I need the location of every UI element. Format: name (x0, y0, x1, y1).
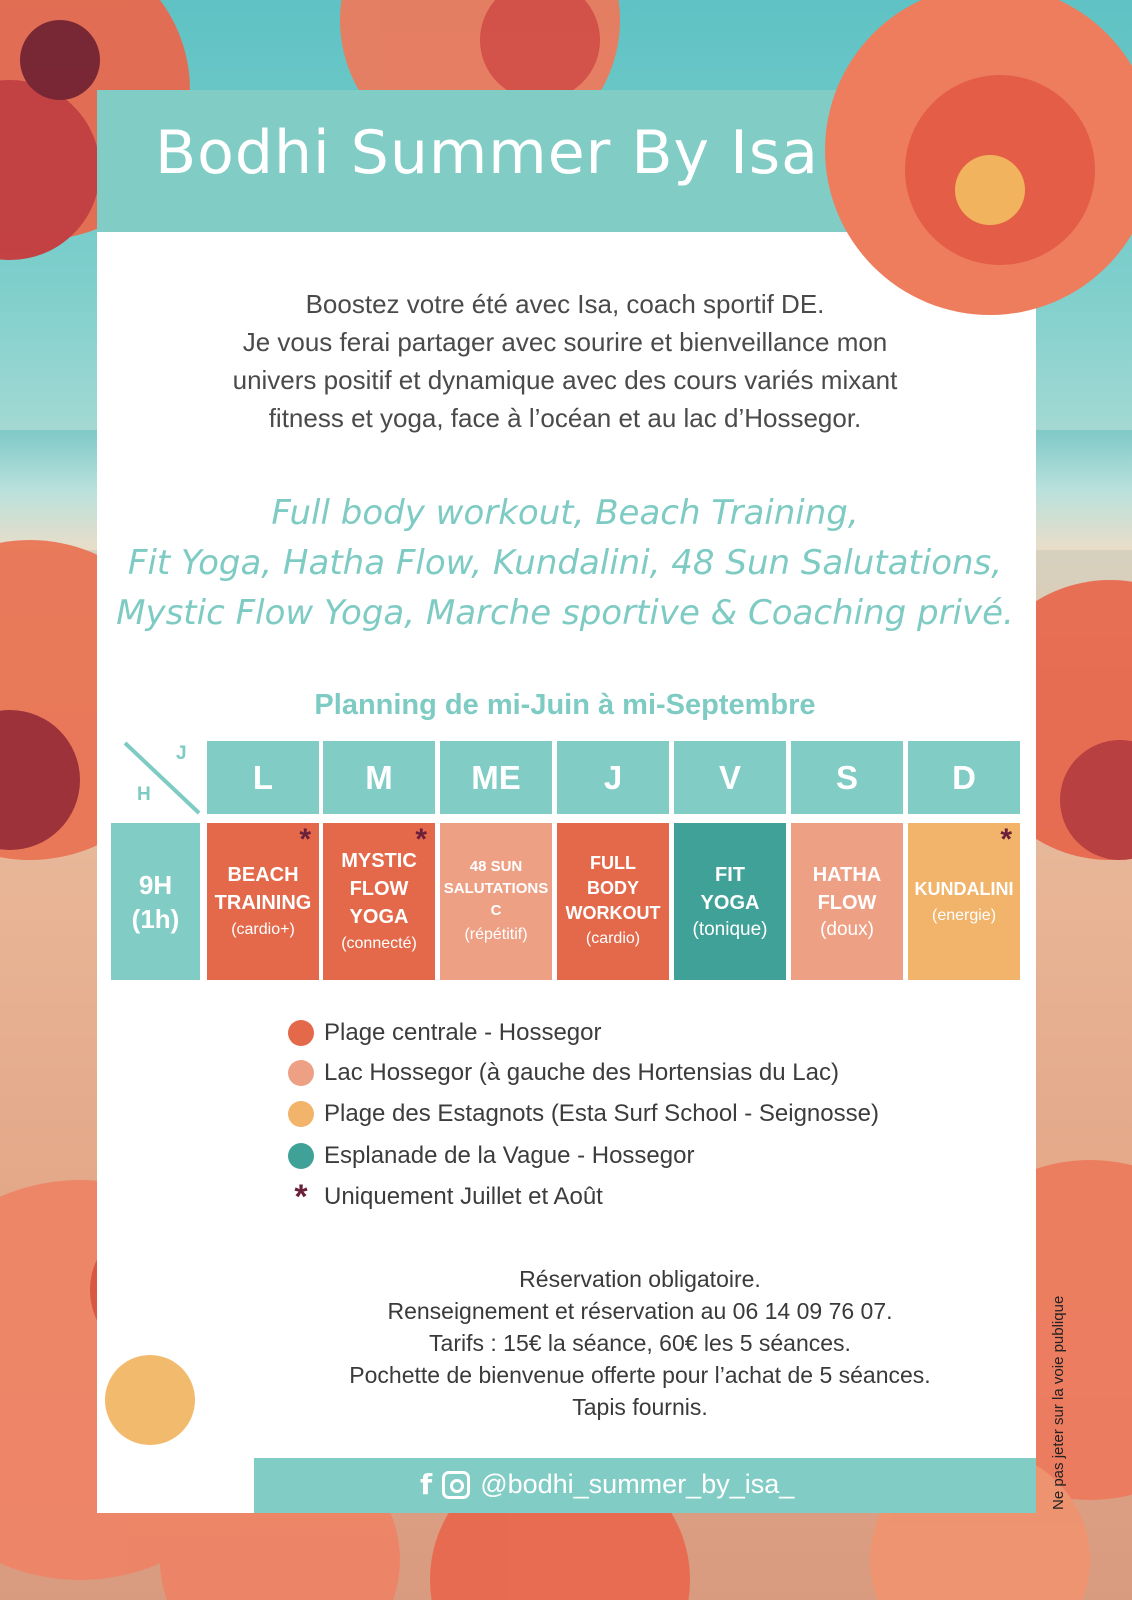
session-cell (674, 823, 786, 980)
course-list (110, 488, 1020, 638)
session-cell (440, 823, 552, 980)
legend-label: Esplanade de la Vague - Hossegor (324, 1142, 695, 1169)
planning-title: Planning de mi-Juin à mi-Septembre (314, 689, 816, 721)
session-name: HATHA (812, 863, 882, 886)
july-august-marker: * (415, 823, 427, 856)
day-header: V (674, 741, 786, 814)
hour-axis-label: H (137, 784, 151, 805)
instagram-icon[interactable] (442, 1471, 470, 1499)
info-line: Tapis fournis. (572, 1394, 708, 1420)
session-note: (doux) (820, 918, 874, 940)
session-name: SALUTATIONS (443, 879, 549, 897)
legend-label: Plage des Estagnots (Esta Surf School - Seignosse) (324, 1100, 879, 1127)
location-dot-icon (288, 1060, 314, 1086)
session-name: FLOW (817, 891, 877, 914)
hour-time: 9H (138, 869, 173, 900)
info-line: Réservation obligatoire. (519, 1266, 761, 1292)
session-name: FLOW (349, 877, 409, 900)
asterisk-icon: * (294, 1178, 308, 1216)
course-line: Mystic Flow Yoga, Marche sportive & Coaching privé. (116, 593, 1014, 633)
location-dot-icon (288, 1143, 314, 1169)
session-note: (energie) (931, 906, 997, 924)
session-name: BODY (586, 878, 639, 898)
intro-line: univers positif et dynamique avec des cours variés mixant (232, 365, 898, 395)
booking-info (270, 1263, 1010, 1423)
day-axis-label: J (176, 743, 187, 764)
disclaimer: Ne pas jeter sur la voie publique (1050, 1295, 1067, 1510)
day-header: D (908, 741, 1020, 814)
session-cell (557, 823, 669, 980)
session-note: (répétitif) (464, 925, 528, 943)
session-name: MYSTIC (341, 849, 417, 872)
location-dot-icon (288, 1020, 314, 1046)
legend-label: Plage centrale - Hossegor (324, 1019, 602, 1046)
session-note: (tonique) (692, 918, 768, 940)
info-line: Pochette de bienvenue offerte pour l’achat de 5 séances. (349, 1362, 931, 1388)
session-name: WORKOUT (565, 903, 661, 923)
day-header: L (207, 741, 319, 814)
day-header: S (791, 741, 903, 814)
session-name: FIT (715, 863, 745, 886)
legend-item (288, 1018, 601, 1048)
intro-text (130, 285, 1000, 437)
legend-item (288, 1178, 603, 1216)
legend-item (288, 1099, 879, 1129)
intro-line: Je vous ferai partager avec sourire et bienveillance mon (242, 327, 888, 357)
table-corner (111, 741, 201, 815)
session-name: BEACH (227, 863, 299, 886)
hour-cell (111, 823, 200, 980)
legend-label: Lac Hossegor (à gauche des Hortensias du Lac) (324, 1059, 839, 1086)
intro-line: fitness et yoga, face à l’océan et au lac d’Hossegor. (268, 403, 862, 433)
social-handle-text[interactable]: @bodhi_summer_by_isa_ (480, 1469, 795, 1499)
session-cell (791, 823, 903, 980)
legend-item (288, 1058, 839, 1088)
session-name: 48 SUN (469, 857, 523, 875)
course-line: Full body workout, Beach Training, (271, 493, 859, 533)
day-header: M (323, 741, 435, 814)
july-august-marker: * (299, 823, 311, 856)
session-name: TRAINING (214, 891, 312, 914)
intro-line: Boostez votre été avec Isa, coach sportif DE. (305, 289, 825, 319)
session-name: KUNDALINI (914, 878, 1014, 899)
session-note: (connecté) (341, 934, 417, 952)
legend-item (288, 1141, 694, 1171)
course-line: Fit Yoga, Hatha Flow, Kundalini, 48 Sun Salutations, (127, 543, 1003, 583)
session-name: C (490, 901, 502, 919)
session-note: (cardio+) (231, 920, 295, 938)
page-title: Bodhi Summer By Isa (155, 118, 819, 188)
legend-label: Uniquement Juillet et Août (324, 1183, 603, 1210)
session-name: FULL (590, 853, 636, 873)
info-line: Tarifs : 15€ la séance, 60€ les 5 séances. (429, 1330, 851, 1356)
hour-duration: (1h) (131, 903, 180, 934)
info-line: Renseignement et réservation au 06 14 09 76 07. (387, 1298, 893, 1324)
diagonal-divider (111, 741, 201, 815)
social-handle[interactable] (420, 1468, 794, 1501)
facebook-icon[interactable]: f (420, 1468, 433, 1501)
session-cell (323, 823, 435, 980)
location-dot-icon (288, 1101, 314, 1127)
session-cell (207, 823, 319, 980)
day-header: ME (440, 741, 552, 814)
session-name: YOGA (700, 891, 760, 914)
session-note: (cardio) (585, 930, 641, 947)
july-august-marker: * (1000, 823, 1012, 856)
day-header: J (557, 741, 669, 814)
session-name: YOGA (349, 905, 409, 928)
session-cell (908, 823, 1020, 980)
